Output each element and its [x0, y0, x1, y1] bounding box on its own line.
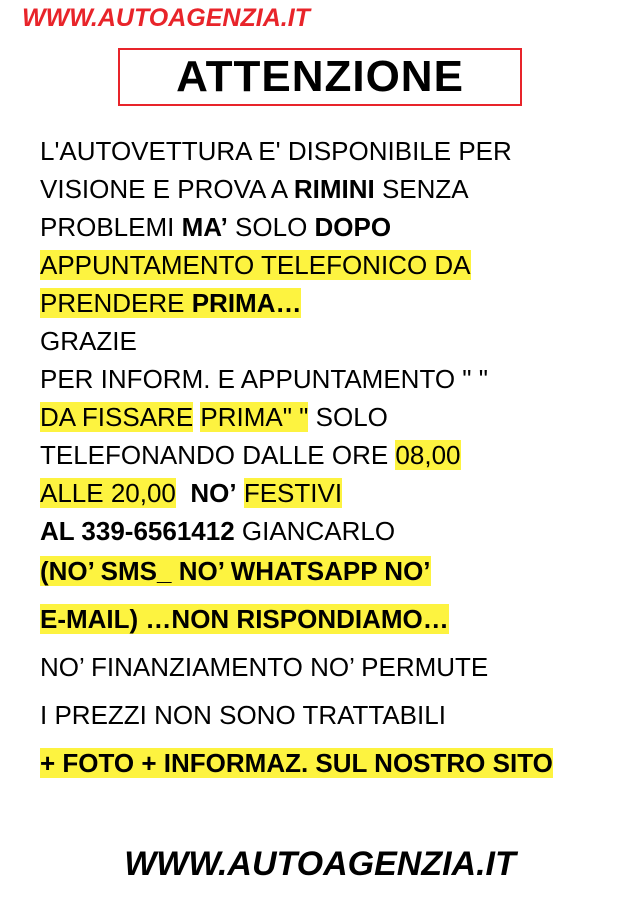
notice-line-3-text-c: SOLO [227, 212, 315, 242]
notice-line-13-text: E-MAIL) …NON RISPONDIAMO… [40, 604, 449, 634]
notice-line-9 [40, 436, 616, 474]
phone-number: AL 339-6561412 [40, 516, 235, 546]
notice-line-9-text-a: TELEFONANDO DALLE ORE [40, 440, 396, 470]
notice-line-5-emph-prima: PRIMA… [191, 288, 302, 318]
notice-line-12-text: (NO’ SMS_ NO’ WHATSAPP NO’ [40, 556, 431, 586]
site-banner-bottom: WWW.AUTOAGENZIA.IT [124, 845, 516, 883]
notice-line-10-festivi: FESTIVI [243, 478, 343, 508]
notice-line-2-text-a: VISIONE E PROVA A [40, 174, 294, 204]
attention-heading-text: ATTENZIONE [176, 52, 464, 101]
notice-line-1 [40, 132, 616, 170]
notice-line-10-emph-no: NO’ [190, 478, 237, 508]
notice-line-4 [40, 246, 616, 284]
notice-line-11 [40, 512, 616, 550]
notice-line-2 [40, 170, 616, 208]
notice-line-10 [40, 474, 616, 512]
notice-line-13 [40, 600, 616, 638]
notice-line-14 [40, 648, 616, 686]
notice-line-6-text: GRAZIE [40, 326, 137, 356]
notice-body [40, 132, 616, 782]
notice-line-2-text-c: SENZA [374, 174, 469, 204]
notice-line-3 [40, 208, 616, 246]
notice-line-8 [40, 398, 616, 436]
site-banner-top: WWW.AUTOAGENZIA.IT [22, 4, 310, 32]
notice-line-3-text-a: PROBLEMI [40, 212, 182, 242]
notice-line-7 [40, 360, 616, 398]
notice-line-8-text-a: DA FISSARE [40, 402, 194, 432]
contact-name: GIANCARLO [234, 516, 396, 546]
notice-line-16-text: + FOTO + INFORMAZ. SUL NOSTRO SITO [40, 748, 553, 778]
notice-line-10-space-2 [237, 478, 244, 508]
notice-line-4-text: APPUNTAMENTO TELEFONICO DA [40, 250, 471, 280]
notice-line-3-emph-dopo: DOPO [314, 212, 392, 242]
notice-line-7-text: PER INFORM. E APPUNTAMENTO " " [40, 364, 488, 394]
notice-line-10-time-end: ALLE 20,00 [40, 478, 176, 508]
attention-heading-box [118, 48, 522, 106]
notice-line-1-text: L'AUTOVETTURA E' DISPONIBILE PER [40, 136, 512, 166]
notice-line-5-text-a: PRENDERE [40, 288, 192, 318]
notice-line-12 [40, 552, 616, 590]
notice-line-6 [40, 322, 616, 360]
notice-line-8-text-c: SOLO [308, 402, 388, 432]
notice-line-2-city: RIMINI [293, 174, 375, 204]
notice-line-16 [40, 744, 616, 782]
notice-line-8-text-b: PRIMA" " [200, 402, 309, 432]
notice-line-3-emph-ma: MA’ [181, 212, 228, 242]
notice-line-10-space-1 [176, 478, 190, 508]
notice-line-15 [40, 696, 616, 734]
notice-line-15-text: I PREZZI NON SONO TRATTABILI [40, 700, 446, 730]
notice-line-9-time-start: 08,00 [395, 440, 461, 470]
notice-line-5 [40, 284, 616, 322]
notice-line-14-text: NO’ FINANZIAMENTO NO’ PERMUTE [40, 652, 489, 682]
